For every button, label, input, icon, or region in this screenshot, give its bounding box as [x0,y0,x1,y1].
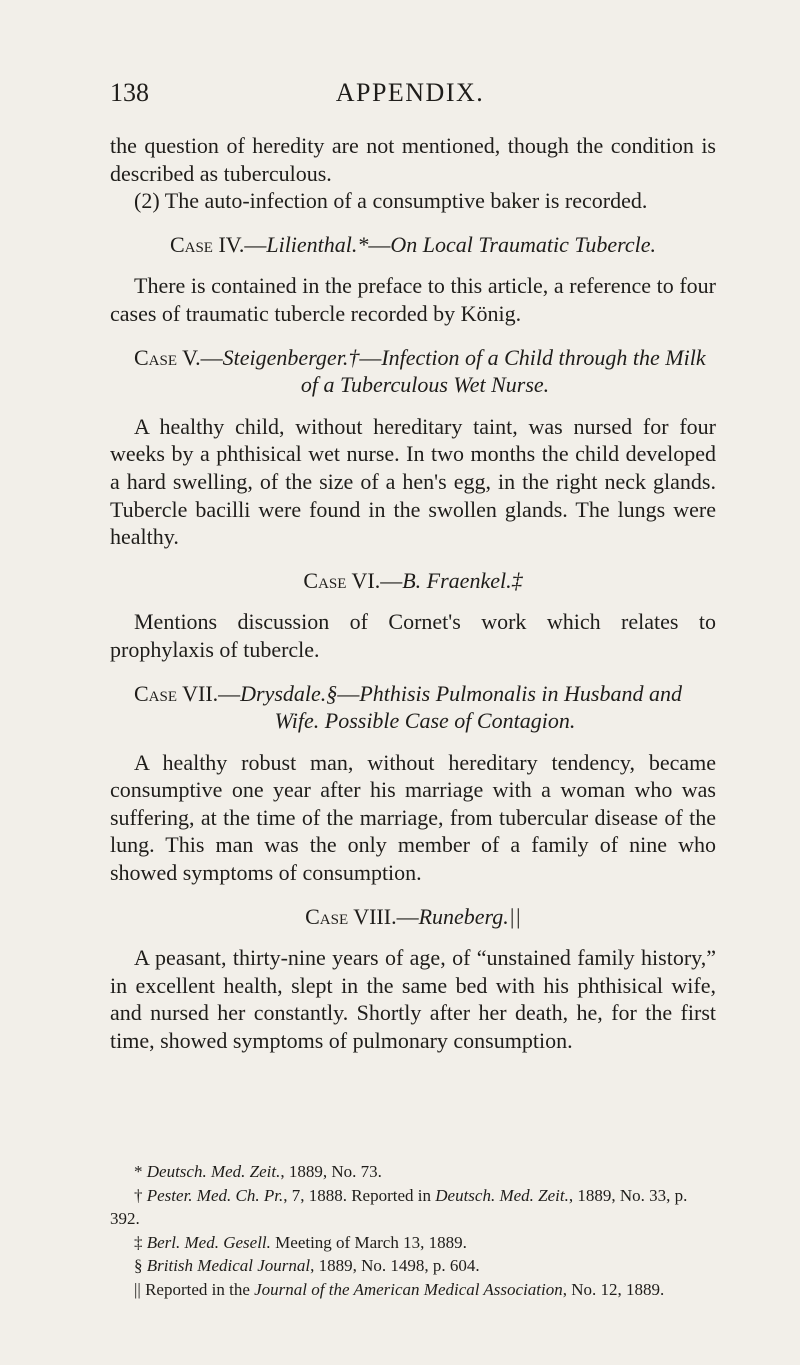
footnote-5 [110,1278,716,1302]
case-4-label: Case IV. [169,231,245,257]
case-6-heading: Case VI.—B. Fraenkel.‡ [303,567,523,593]
footnote-3 [110,1231,716,1255]
footnote-2-mark: † [134,1185,147,1205]
case-4-body: There is contained in the preface to this article, a reference to four cases of traumatic tubercle recorded by König. [110,273,716,326]
intro-paragraph: the question of heredity are not mentioned, though the condition is described as tuberculous. [110,133,716,186]
case-5-title-line1: Infection of a Child through the Milk [381,344,706,370]
case-6-body: Mentions discussion of Cornet's work which relates to prophylaxis of tubercle. [110,609,716,662]
footnote-5-rest: , No. 12, 1889. [562,1279,665,1299]
case-7-title-line1: Phthisis Pulmonalis in Husband and [359,680,682,706]
case-8-body: A peasant, thirty-nine years of age, of “unstained family history,” in excellent health, slept in the same bed with his phthisical wife, and nursed her constantly. Shortly after her death, he, for the first time, showed symptoms of pulmonary consumption. [110,945,716,1054]
case-4-heading: Case IV.—Lilienthal.*—On Local Traumatic Tubercle. [169,231,657,257]
case-7-author: Drysdale.§ [240,680,338,706]
footnote-2-source2: Deutsch. Med. Zeit. [435,1185,569,1205]
footnote-4-mark: § [134,1256,147,1275]
footnote-3-mark: ‡ [134,1232,147,1252]
auto-infection-paragraph: (2) The auto-infection of a consumptive baker is recorded. [134,188,648,214]
footnote-4-rest: , 1889, No. 1498, p. 604. [310,1256,480,1275]
footnote-1-rest: , 1889, No. 73. [280,1162,382,1181]
case-8-label: Case VIII. [305,903,397,929]
case-7-body: A healthy robust man, without hereditary tendency, became consumptive one year after his marriage with a woman who was suffering, at the time of the marriage, from tubercular disease of the lung. This man was the only member of a family of nine who showed symptoms of consumption. [110,749,716,886]
footnote-2-mid: , 7, 1888. Reported in [283,1185,436,1205]
case-5-heading: Case V.—Steigenberger.†—Infection of a Child through the Milk of a Tuberculous Wet Nurse. [110,344,716,399]
case-5-author: Steigenberger.† [222,344,360,370]
footnote-4-source: British Medical Journal [146,1256,311,1275]
case-8-heading: Case VIII.—Runeberg.|| [305,903,521,929]
case-7-label: Case VII. [134,680,219,706]
case-4-title: On Local Traumatic Tubercle. [390,231,657,257]
footnote-4 [110,1254,716,1278]
footnote-1 [110,1160,716,1184]
case-4-author: Lilienthal.* [266,231,369,257]
case-7-heading: Case VII.—Drysdale.§—Phthisis Pulmonalis in Husband and Wife. Possible Case of Contagion. [110,680,716,735]
case-5-body: A healthy child, without hereditary taint, was nursed for four weeks by a phthisical wet nurse. In two months the child developed a hard swelling, of the size of a hen's egg, in the right neck glands. Tubercle bacilli were found in the swollen glands. The lungs were healthy. [110,413,716,550]
footnote-3-source: Berl. Med. Gesell. [146,1232,271,1252]
case-5-title-line2: of a Tuberculous Wet Nurse. [300,372,550,398]
case-7-title-line2: Wife. Possible Case of Contagion. [274,708,576,734]
case-5-label: Case V. [134,344,201,370]
case-8-author: Runeberg.|| [418,903,521,929]
footnote-5-pre: Reported in the [145,1279,255,1299]
page-header [110,78,710,118]
running-title: APPENDIX. [335,78,485,107]
footnote-1-source: Deutsch. Med. Zeit. [146,1162,281,1181]
footnote-2-rest: , 1889, No. 33, p. 392. [110,1185,688,1228]
footnotes [110,1160,716,1301]
footnote-2 [110,1184,716,1231]
page-number: 138 [110,78,149,107]
footnote-1-mark: * [134,1162,147,1181]
footnote-2-source: Pester. Med. Ch. Pr. [146,1185,284,1205]
page-body [110,132,716,1055]
case-6-author: B. Fraenkel.‡ [402,567,523,593]
case-6-label: Case VI. [303,567,381,593]
footnote-5-mark: || [134,1279,146,1299]
footnote-5-source: Journal of the American Medical Association [254,1279,563,1299]
footnote-3-rest: Meeting of March 13, 1889. [270,1232,467,1252]
